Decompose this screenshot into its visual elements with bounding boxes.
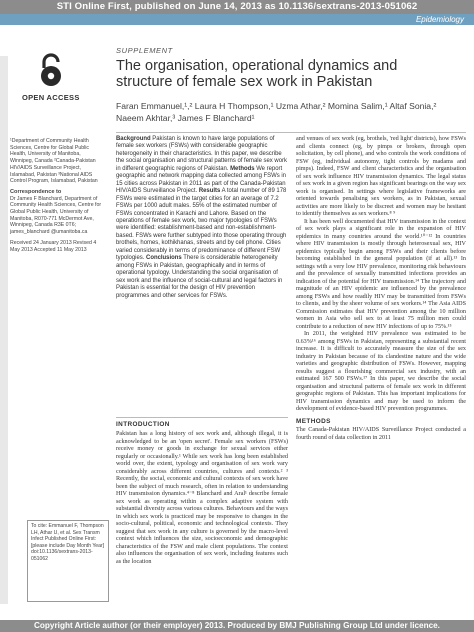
affiliations: ¹Department of Community Health Sciences, Centre for Global Public Health, University of Manitoba, Winnipeg, Canada ²Canada-Pakistan HIV/AIDS Surveillance Project, Islamabad, Pakistan ³National AIDS Control Program, Islamabad, Pakistan <box>10 138 98 185</box>
abstract-results-label: Results <box>198 188 221 195</box>
article-dates: Received 24 January 2013 Revised 4 May 2013 Accepted 11 May 2013 <box>10 239 97 253</box>
abstract-divider <box>116 417 288 418</box>
abstract-background-label: Background <box>116 136 151 142</box>
methods-text: The Canada-Pakistan HIV/AIDS Surveillance Project conducted a fourth round of data collection in 2011 <box>296 427 466 441</box>
section-bar <box>0 14 474 25</box>
supplement-label: SUPPLEMENT <box>116 46 173 55</box>
left-margin-strip <box>0 56 8 604</box>
open-access-lock-icon <box>33 52 69 88</box>
author-list <box>116 100 466 124</box>
abstract-methods: We report geographic and network mapping data collected among FSWs in 15 cities across Pakistan in 2011 as part of the Canada-Pakistan HIV/AIDS Surveillance Project. <box>116 165 286 195</box>
correspondence-text: Dr James F Blanchard, Department of Community Health Sciences, Centre for Global Public Health, University of Manitoba, R070-771 McDermot Ave, Winnipeg, Canada R3E 0T6; james_blanchard @umanitoba.ca <box>10 195 102 236</box>
title-divider <box>116 132 466 133</box>
abstract-conclusions: There is considerable heterogeneity among FSWs in Pakistan, geographically and in terms of operational typology. Understanding the social organisation of sex work and the influence of social-cultural and legal factors in Pakistan is essential for the design of HIV prevention programmes and other services for FSWs. <box>116 255 283 299</box>
abstract-conclusions-label: Conclusions <box>146 255 182 262</box>
right-paragraph-3: In 2011, the weighted HIV prevalence was estimated to be 0.63%¹⁶ among FSWs in Pakistan, representing a substantial recent increase. It is difficult to accurately measure the size of the sex industry in Pakistan because of its clandestine nature and the wide varieties and geographic distribution of FSWs. However, mapping results suggest a flourishing commercial sex industry, with an estimated 167 500 FSWs.¹⁷ In this paper, we describe the social organisation and structural patterns of female sex work in different geographic regions of Pakistan. This has important implications for HIV transmission dynamics and may be used to inform the development of evidence-based HIV prevention programmes. <box>296 331 466 412</box>
methods-heading: METHODS <box>296 417 331 425</box>
abstract <box>116 136 288 300</box>
article-title: The organisation, operational dynamics and structure of female sex work in Pakistan <box>116 58 398 90</box>
introduction-heading: INTRODUCTION <box>116 421 170 428</box>
section-tag: Epidemiology <box>415 15 464 24</box>
right-paragraph-1: and venues of sex work (eg, brothels, 'red light' districts), how FSWs and clients connect (eg, by pimps or brokers, through open solicitation, by cell phone), and who controls the work conditions of FSW (eg, individual autonomy, tight controls by madams and pimps). Indeed, FSW and client characteristics and the organisation of sex work influence HIV transmission dynamics. The legal status of sex work in a given region has significant bearings on the way sex work is organised. In settings where legislative frameworks are oriented towards penalising sex workers, as in Pakistan, sexual activities are more likely to be discreet and women may be hesitant to identify themselves as sex workers.⁸ ⁹ <box>296 136 466 217</box>
right-column <box>296 136 466 442</box>
abstract-background: Pakistan is known to have large populations of female sex workers (FSWs) with considerable geographic heterogeneity in their characteristics. In this paper, we describe the social organisation and structural patterns of female sex work in different geographic regions of Pakistan. <box>116 136 287 172</box>
copyright-footer: Copyright Article author (or their employer) 2013. Produced by BMJ Publishing Group Ltd under licence. <box>0 620 474 632</box>
introduction-text: Pakistan has a long history of sex work and, although illegal, it is acknowledged to be an 'open secret'. Female sex workers (FSWs) receive money or goods in exchange for sexual services either regularly or occasionally.¹ While sex work has long been established world over, the extent, typology and organisation of sex work vary considerably across different countries, cultures and contexts.² ³ Recently, the social, economic and cultural contexts of sex work have been the subject of much research, often in relation to understanding HIV transmission dynamics.⁴⁻⁸ Blanchard and Aral¹ describe female sex work as operating within a complex adaptive system with substantial diversity across various cultures. Behaviours and the ways in which sex work is practiced may be responsive to changes in the socio-cultural, political, economic and technological contexts. They suggest that sex work in any culture is governed by the macro-level context which influences the size, socioeconomic and demographic characteristics of the FSW and male client populations. The context also influences the organisation of sex work, including features such as the location <box>116 431 288 565</box>
online-first-banner: STI Online First, published on June 14, 2013 as 10.1136/sextrans-2013-051062 <box>0 0 474 14</box>
open-access-label: OPEN ACCESS <box>22 93 80 102</box>
abstract-methods-label: Methods <box>230 165 255 172</box>
abstract-results: A total number of 89 178 FSWs were estimated in the target cities for an average of 7.2 FSWs per 1000 adult males. 55% of the estimated number of FSWs concentrated in Karachi and Lahore. Based on the operations of female sex work, two major typologies of FSWs were identified: establishment-based and non-establishment-based. FSWs were further subtyped into those operating through brothels, homes, kothikhanas, streets and by cell phone. Cities varied considerably in terms of predominance of different FSW typologies. <box>116 188 287 262</box>
citation-box: To cite: Emmanuel F, Thompson LH, Athar U, et al. Sex Transm Infect Published Online First: [please include Day Month Year] doi:10.1136/sextrans-2013-051062 <box>27 520 109 602</box>
authors-line-1: Faran Emmanuel,¹,² Laura H Thompson,¹ Uzma Athar,² Momina Salim,¹ Altaf Sonia,² <box>116 101 437 111</box>
right-paragraph-2: It has been well documented that HIV transmission in the context of sex work plays a significant role in the expansion of HIV epidemics in many countries around the world.¹⁰⁻¹² In countries where HIV transmission is mostly through heterosexual sex, HIV epidemics typically begin among FSWs and their clients before becoming established in the general population (if at all).¹³ In settings with a very low HIV prevalence, monitoring risk behaviours and the prevalence of sexually transmitted infections provides an indication of the potential for HIV transmission.¹⁴ The trajectory and magnitude of an HIV epidemic are influenced by the prevalence among FSWs and how readily HIV may be transmitted from FSWs to clients, and by the sheer volume of sex workers.¹⁴ The Asia AIDS Commission estimates that HIV prevention among the 10 million women in Asia who sell sex to at least 75 million men could contribute to a reduction of new HIV infections of up to 75%.¹⁵ <box>296 218 466 330</box>
authors-line-2: Naeem Akhtar,³ James F Blanchard¹ <box>116 113 255 123</box>
side-notes <box>10 138 105 257</box>
correspondence-label: Correspondence to <box>10 188 62 195</box>
